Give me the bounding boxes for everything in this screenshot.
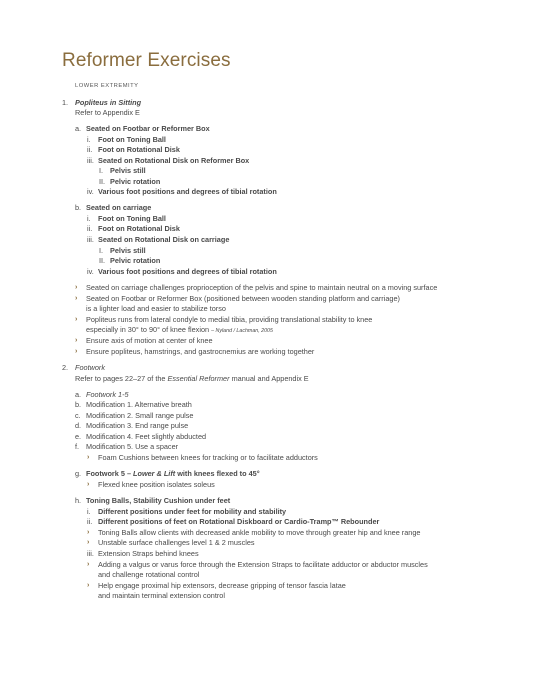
list-marker: I. xyxy=(99,246,104,255)
bullet-item: Toning Balls allow clients with decreased ankle mobility to move through greater hip and knee range xyxy=(98,528,421,537)
list-item: Foot on Rotational Disk xyxy=(98,145,180,154)
bullet-continuation: and maintain terminal extension control xyxy=(98,591,225,600)
section-label: LOWER EXTREMITY xyxy=(75,83,139,89)
list-marker: ii. xyxy=(87,145,93,154)
bullet-marker: › xyxy=(87,539,90,546)
reference-prefix: Refer to pages 22–27 of the xyxy=(75,374,168,383)
list-marker: i. xyxy=(87,214,91,223)
page-title: Reformer Exercises xyxy=(62,50,231,71)
bullet-marker: › xyxy=(87,481,90,488)
list-marker: d. xyxy=(75,421,82,430)
list-marker: g. xyxy=(75,469,82,478)
item-number: 1. xyxy=(62,98,69,107)
list-item: Various foot positions and degrees of tibial rotation xyxy=(98,267,277,276)
list-marker: iii. xyxy=(87,156,94,165)
list-item: Extension Straps behind knees xyxy=(98,549,199,558)
lower-lift: Lower & Lift xyxy=(133,469,176,478)
bullet-marker: › xyxy=(75,337,78,344)
reference-suffix: manual and Appendix E xyxy=(229,374,309,383)
list-item: Various foot positions and degrees of tibial rotation xyxy=(98,187,277,196)
list-item: Foot on Toning Ball xyxy=(98,135,166,144)
footwork-five-prefix: Footwork 5 – xyxy=(86,469,134,478)
list-marker: a. xyxy=(75,124,82,133)
citation: – Nyland / Lachman, 2005 xyxy=(211,328,273,334)
list-marker: b. xyxy=(75,203,82,212)
list-marker: i. xyxy=(87,507,91,516)
list-item: Different positions of feet on Rotational Diskboard or Cardio-Tramp™ Rebounder xyxy=(98,517,380,526)
list-item: Seated on Footbar or Reformer Box xyxy=(86,124,210,133)
list-marker: iv. xyxy=(87,187,94,196)
list-marker: ii. xyxy=(87,517,93,526)
list-marker: b. xyxy=(75,400,82,409)
list-marker: I. xyxy=(99,166,104,175)
bullet-marker: › xyxy=(87,454,90,461)
list-item: Foot on Toning Ball xyxy=(98,214,166,223)
list-item xyxy=(86,469,260,478)
bullet-marker: › xyxy=(87,529,90,536)
list-item: Toning Balls, Stability Cushion under feet xyxy=(86,496,231,505)
bullet-continuation: and challenge rotational control xyxy=(98,570,200,579)
bullet-text: especially in 30° to 90° of knee flexion xyxy=(86,325,210,334)
bullet-item: Unstable surface challenges level 1 & 2 muscles xyxy=(98,538,255,547)
list-marker: a. xyxy=(75,390,82,399)
bullet-marker: › xyxy=(75,316,78,323)
bullet-item: Ensure popliteus, hamstrings, and gastrocnemius are working together xyxy=(86,347,315,356)
list-item: Pelvic rotation xyxy=(110,256,161,265)
footwork-five-suffix: with knees flexed to 45° xyxy=(175,469,260,478)
list-marker: ii. xyxy=(87,224,93,233)
list-item: Footwork 1-5 xyxy=(86,390,129,399)
bullet-marker: › xyxy=(87,582,90,589)
list-item: Seated on carriage xyxy=(86,203,152,212)
item-number: 2. xyxy=(62,363,69,372)
bullet-item: Seated on carriage challenges proprioception of the pelvis and spine to maintain neutral on a moving surface xyxy=(86,283,438,292)
list-marker: iii. xyxy=(87,235,94,244)
bullet-item: Adding a valgus or varus force through the Extension Straps to facilitate adductor or abductor muscles xyxy=(98,560,428,569)
list-marker: iv. xyxy=(87,267,94,276)
list-item: Modification 3. End range pulse xyxy=(86,421,189,430)
item-title: Popliteus in Sitting xyxy=(75,98,142,107)
bullet-item: Help engage proximal hip extensors, decrease gripping of tensor fascia latae xyxy=(98,581,346,590)
bullet-marker: › xyxy=(75,348,78,355)
bullet-marker: › xyxy=(87,561,90,568)
list-item: Seated on Rotational Disk on carriage xyxy=(98,235,230,244)
reference-text xyxy=(75,374,309,383)
list-item: Pelvis still xyxy=(110,246,146,255)
list-item: Modification 4. Feet slightly abducted xyxy=(86,432,207,441)
list-marker: f. xyxy=(75,442,80,451)
list-item: Foot on Rotational Disk xyxy=(98,224,180,233)
bullet-continuation xyxy=(86,325,273,336)
list-marker: II. xyxy=(99,177,106,186)
bullet-continuation: is a lighter load and easier to stabilize torso xyxy=(86,304,226,313)
bullet-item: Foam Cushions between knees for tracking or to facilitate adductors xyxy=(98,453,318,462)
bullet-marker: › xyxy=(75,295,78,302)
list-item: Seated on Rotational Disk on Reformer Box xyxy=(98,156,250,165)
list-item: Modification 2. Small range pulse xyxy=(86,411,194,420)
list-marker: i. xyxy=(87,135,91,144)
bullet-marker: › xyxy=(75,284,78,291)
list-marker: c. xyxy=(75,411,81,420)
bullet-item: Popliteus runs from lateral condyle to medial tibia, providing translational stability to knee xyxy=(86,315,373,324)
reference-text: Refer to Appendix E xyxy=(75,108,140,117)
list-item: Different positions under feet for mobility and stability xyxy=(98,507,287,516)
list-marker: iii. xyxy=(87,549,94,558)
reference-manual: Essential Reformer xyxy=(167,374,230,383)
list-item: Modification 1. Alternative breath xyxy=(86,400,192,409)
bullet-item: Ensure axis of motion at center of knee xyxy=(86,336,213,345)
list-item: Pelvis still xyxy=(110,166,146,175)
bullet-item: Seated on Footbar or Reformer Box (positioned between wooden standing platform and carriage) xyxy=(86,294,400,303)
list-item: Modification 5. Use a spacer xyxy=(86,442,179,451)
list-marker: h. xyxy=(75,496,82,505)
list-item: Pelvic rotation xyxy=(110,177,161,186)
list-marker: II. xyxy=(99,256,106,265)
item-title: Footwork xyxy=(75,363,106,372)
bullet-item: Flexed knee position isolates soleus xyxy=(98,480,215,489)
list-marker: e. xyxy=(75,432,82,441)
